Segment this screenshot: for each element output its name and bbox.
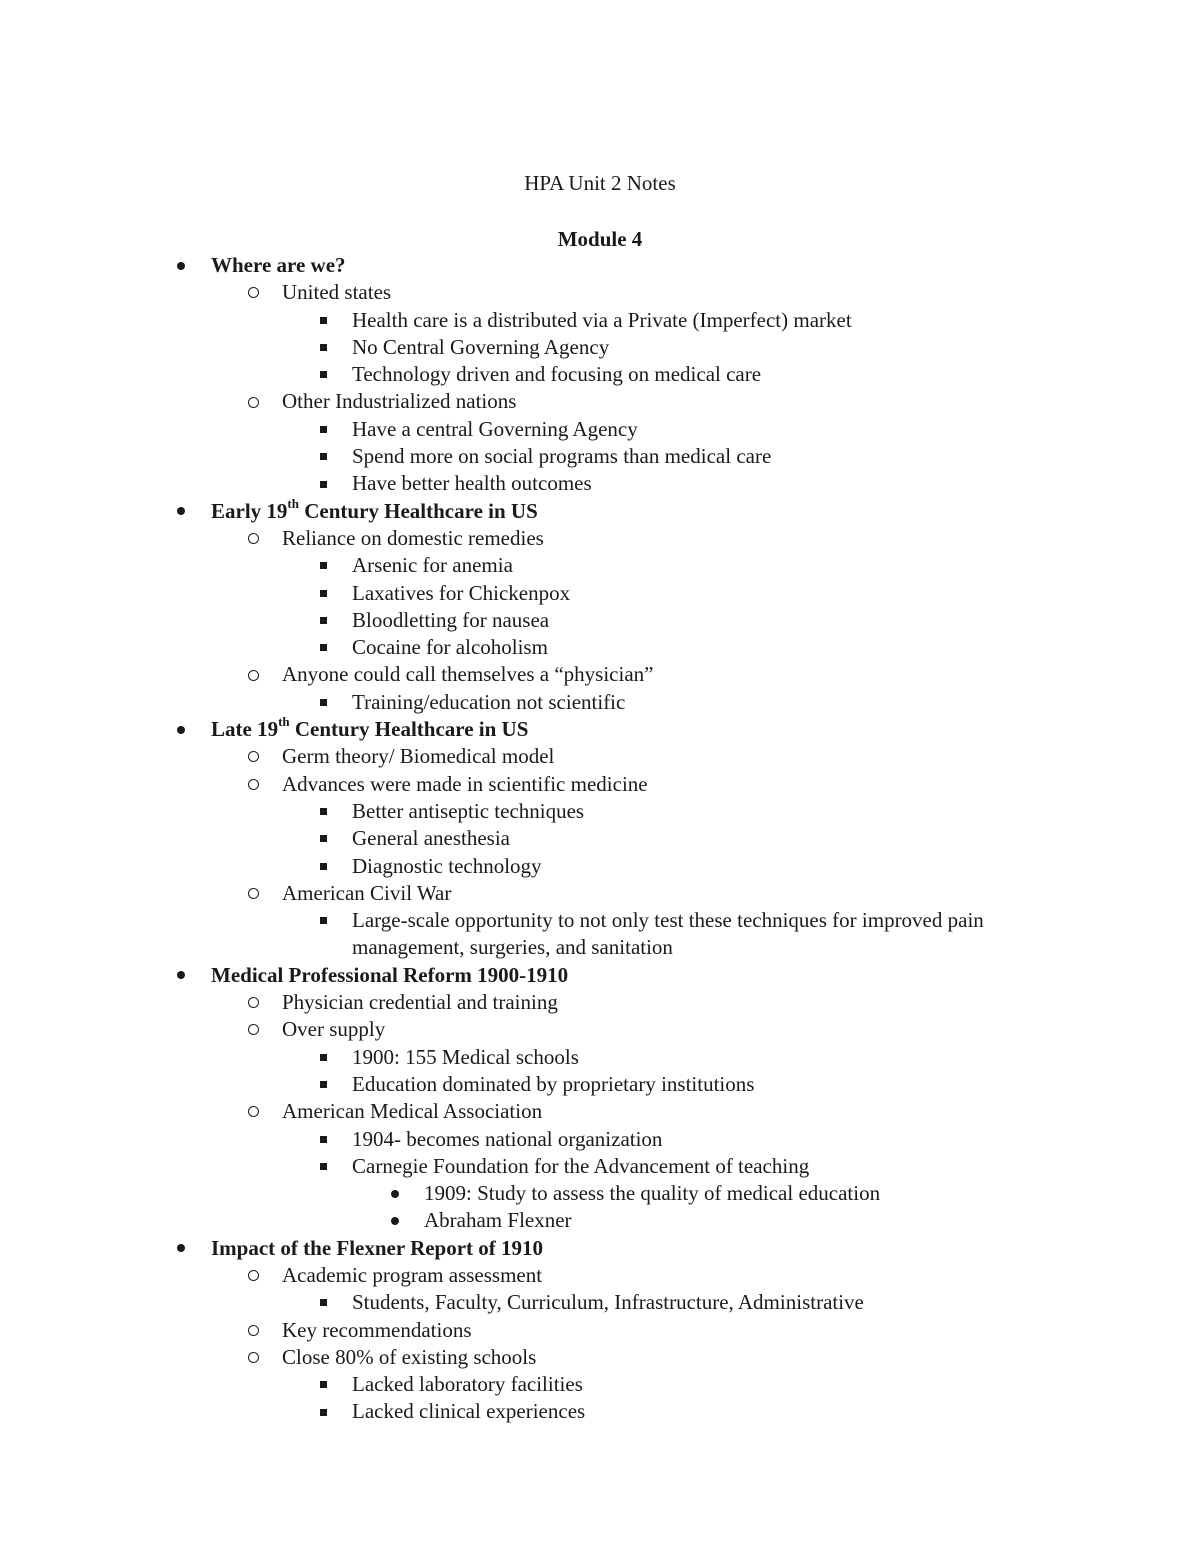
list-item-text: Anyone could call themselves a “physician” bbox=[282, 662, 654, 687]
list-item bbox=[0, 307, 1200, 334]
section-heading bbox=[211, 495, 538, 523]
bullet-square-icon bbox=[320, 644, 327, 651]
list-item bbox=[0, 580, 1200, 607]
bullet-square-icon bbox=[320, 1081, 327, 1088]
bullet-disc-icon bbox=[177, 971, 185, 979]
bullet-square-icon bbox=[320, 617, 327, 624]
list-item-text: No Central Governing Agency bbox=[352, 334, 610, 359]
list-item bbox=[0, 661, 1200, 688]
bullet-square-icon bbox=[320, 317, 327, 324]
list-item bbox=[0, 962, 1200, 989]
bullet-circle-icon bbox=[248, 997, 259, 1008]
bullet-square-icon bbox=[320, 1299, 327, 1306]
list-item-text: Technology driven and focusing on medical care bbox=[352, 362, 762, 387]
list-item-text: Lacked clinical experiences bbox=[352, 1399, 586, 1424]
list-item bbox=[0, 1289, 1200, 1316]
list-item-text: Spend more on social programs than medical care bbox=[352, 444, 772, 469]
bullet-square-icon bbox=[320, 371, 327, 378]
list-item-text: General anesthesia bbox=[352, 826, 511, 851]
list-item bbox=[0, 771, 1200, 798]
heading-text: Late 19 bbox=[211, 717, 279, 742]
bullet-circle-icon bbox=[248, 287, 259, 298]
bullet-circle-icon bbox=[248, 1106, 259, 1117]
list-item-text: Better antiseptic techniques bbox=[352, 798, 585, 823]
list-item bbox=[0, 689, 1200, 716]
section-heading bbox=[211, 714, 529, 742]
bullet-square-icon bbox=[320, 1381, 327, 1388]
heading-text: Century Healthcare in US bbox=[298, 498, 538, 523]
ordinal-superscript: th bbox=[287, 495, 299, 511]
list-item bbox=[0, 716, 1200, 743]
list-item bbox=[0, 634, 1200, 661]
bullet-disc-icon bbox=[177, 507, 185, 515]
list-item-text: Germ theory/ Biomedical model bbox=[282, 744, 555, 769]
list-item bbox=[0, 1098, 1200, 1125]
list-item-text: United states bbox=[282, 280, 392, 305]
bullet-circle-icon bbox=[248, 1270, 259, 1281]
bullet-square-icon bbox=[320, 835, 327, 842]
list-item-text: Diagnostic technology bbox=[352, 853, 542, 878]
list-item bbox=[0, 1317, 1200, 1344]
list-item bbox=[0, 470, 1200, 497]
bullet-square-icon bbox=[320, 1409, 327, 1416]
section-heading: Where are we? bbox=[211, 253, 346, 277]
list-item-text: Academic program assessment bbox=[282, 1262, 543, 1287]
list-item bbox=[0, 1262, 1200, 1289]
list-item bbox=[0, 252, 1200, 279]
list-item bbox=[0, 1153, 1200, 1180]
list-item-text: Key recommendations bbox=[282, 1317, 472, 1342]
list-item-text: 1909: Study to assess the quality of medical education bbox=[424, 1181, 881, 1206]
bullet-square-icon bbox=[320, 590, 327, 597]
list-item-text: Students, Faculty, Curriculum, Infrastructure, Administrative bbox=[352, 1290, 864, 1315]
bullet-square-icon bbox=[320, 1136, 327, 1143]
list-item-text: Laxatives for Chickenpox bbox=[352, 580, 571, 605]
bullet-circle-icon bbox=[248, 397, 259, 408]
module-heading: Module 4 bbox=[557, 227, 643, 251]
list-item-text: Health care is a distributed via a Private (Imperfect) market bbox=[352, 307, 852, 332]
list-item-text: Education dominated by proprietary institutions bbox=[352, 1071, 755, 1096]
heading-text: Century Healthcare in US bbox=[289, 717, 529, 742]
bullet-square-icon bbox=[320, 917, 327, 924]
bullet-square-icon bbox=[320, 1163, 327, 1170]
list-item bbox=[0, 495, 1200, 525]
bullet-disc-icon bbox=[391, 1217, 399, 1225]
bullet-circle-icon bbox=[248, 888, 259, 899]
bullet-disc-icon bbox=[391, 1190, 399, 1198]
list-item-text: American Civil War bbox=[282, 880, 452, 905]
list-item-text: Have a central Governing Agency bbox=[352, 416, 638, 441]
bullet-square-icon bbox=[320, 426, 327, 433]
list-item-text: Abraham Flexner bbox=[424, 1208, 572, 1233]
list-item bbox=[0, 279, 1200, 306]
bullet-disc-icon bbox=[177, 726, 185, 734]
list-item bbox=[0, 798, 1200, 825]
bullet-circle-icon bbox=[248, 1024, 259, 1035]
list-item-text: Arsenic for anemia bbox=[352, 553, 513, 578]
list-item bbox=[0, 361, 1200, 388]
list-item-text: Have better health outcomes bbox=[352, 471, 592, 496]
bullet-square-icon bbox=[320, 699, 327, 706]
list-item bbox=[0, 1016, 1200, 1043]
list-item-text: American Medical Association bbox=[282, 1099, 543, 1124]
list-item bbox=[0, 1071, 1200, 1098]
bullet-circle-icon bbox=[248, 779, 259, 790]
list-item bbox=[0, 743, 1200, 770]
list-item-text: Training/education not scientific bbox=[352, 689, 626, 714]
list-item bbox=[0, 552, 1200, 579]
bullet-circle-icon bbox=[248, 533, 259, 544]
list-item-text: Carnegie Foundation for the Advancement of teaching bbox=[352, 1153, 810, 1178]
bullet-square-icon bbox=[320, 453, 327, 460]
list-item bbox=[0, 607, 1200, 634]
list-item-text: 1904- becomes national organization bbox=[352, 1126, 663, 1151]
heading-text: Early 19 bbox=[211, 498, 288, 523]
ordinal-superscript: th bbox=[278, 714, 290, 730]
list-item-text: Lacked laboratory facilities bbox=[352, 1372, 583, 1397]
list-item bbox=[0, 388, 1200, 415]
bullet-square-icon bbox=[320, 344, 327, 351]
list-item-text: Bloodletting for nausea bbox=[352, 607, 550, 632]
list-item bbox=[0, 1344, 1200, 1371]
section-heading: Impact of the Flexner Report of 1910 bbox=[211, 1235, 544, 1260]
bullet-circle-icon bbox=[248, 751, 259, 762]
outline-list bbox=[0, 252, 1200, 1426]
list-item-text: Large-scale opportunity to not only test these techniques for improved pain management, surgeries, and sanitation bbox=[352, 908, 984, 960]
bullet-circle-icon bbox=[248, 1325, 259, 1336]
list-item-text: Over supply bbox=[282, 1017, 386, 1042]
document-title: HPA Unit 2 Notes bbox=[524, 171, 676, 195]
bullet-square-icon bbox=[320, 481, 327, 488]
section-heading: Medical Professional Reform 1900-1910 bbox=[211, 962, 569, 987]
list-item bbox=[0, 880, 1200, 907]
list-item-text: Reliance on domestic remedies bbox=[282, 525, 544, 550]
bullet-square-icon bbox=[320, 562, 327, 569]
list-item-text: Close 80% of existing schools bbox=[282, 1344, 537, 1369]
bullet-disc-icon bbox=[177, 262, 185, 270]
list-item bbox=[0, 334, 1200, 361]
list-item bbox=[0, 1180, 1200, 1207]
bullet-circle-icon bbox=[248, 1352, 259, 1363]
list-item bbox=[0, 1371, 1200, 1398]
bullet-square-icon bbox=[320, 863, 327, 870]
list-item-text: Physician credential and training bbox=[282, 990, 558, 1015]
list-item-text: 1900: 155 Medical schools bbox=[352, 1044, 579, 1069]
list-item bbox=[0, 525, 1200, 552]
bullet-square-icon bbox=[320, 1054, 327, 1061]
list-item-text: Advances were made in scientific medicine bbox=[282, 771, 648, 796]
list-item bbox=[0, 989, 1200, 1016]
list-item bbox=[0, 1126, 1200, 1153]
bullet-square-icon bbox=[320, 808, 327, 815]
list-item bbox=[0, 825, 1200, 852]
list-item-text: Other Industrialized nations bbox=[282, 389, 517, 414]
list-item bbox=[0, 853, 1200, 880]
list-item bbox=[0, 1207, 1200, 1234]
list-item bbox=[0, 443, 1200, 470]
list-item bbox=[0, 1235, 1200, 1262]
bullet-disc-icon bbox=[177, 1244, 185, 1252]
list-item bbox=[0, 416, 1200, 443]
bullet-circle-icon bbox=[248, 670, 259, 681]
list-item-text: Cocaine for alcoholism bbox=[352, 635, 548, 660]
list-item bbox=[0, 1044, 1200, 1071]
list-item bbox=[0, 907, 1200, 962]
list-item bbox=[0, 1398, 1200, 1425]
